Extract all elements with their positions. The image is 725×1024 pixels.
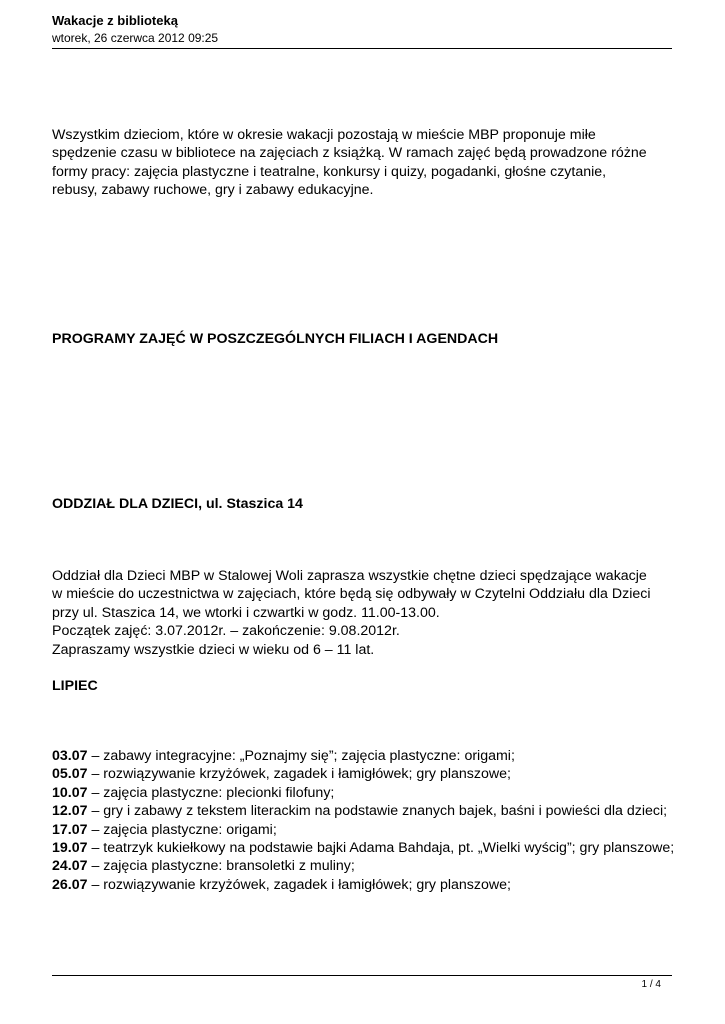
children-section-line: Zapraszamy wszystkie dzieci w wieku od 6 – 11 lat. (52, 641, 375, 658)
schedule-item (52, 821, 676, 839)
children-section-heading: ODDZIAŁ DLA DZIECI, ul. Staszica 14 (52, 496, 303, 512)
schedule-text: – zabawy integracyjne: „Poznajmy się”; zajęcia plastyczne: origami; (87, 748, 515, 764)
children-section-line: przy ul. Staszica 14, we wtorki i czwartki w godz. 11.00-13.00. (52, 604, 440, 621)
schedule-item (52, 784, 676, 802)
children-section-line: Oddział dla Dzieci MBP w Stalowej Woli zaprasza wszystkie chętne dzieci spędzające wakacje (52, 568, 647, 584)
schedule-list (52, 747, 676, 894)
schedule-text: – gry i zabawy z tekstem literackim na podstawie znanych bajek, baśni i powieści dla dzieci; (87, 803, 668, 820)
schedule-item (52, 839, 676, 857)
header-divider (52, 48, 672, 49)
schedule-item (52, 876, 676, 894)
programs-heading: PROGRAMY ZAJĘĆ W POSZCZEGÓLNYCH FILIACH I AGENDACH (52, 331, 499, 347)
footer-divider (52, 975, 672, 976)
schedule-text: – zajęcia plastyczne: plecionki filofuny; (87, 784, 335, 801)
document-title: Wakacje z biblioteką (52, 13, 178, 28)
schedule-date: 10.07 (52, 784, 88, 801)
schedule-text: – zajęcia plastyczne: bransoletki z muliny; (87, 858, 355, 875)
intro-line: spędzenie czasu w bibliotece na zajęciach z książką. W ramach zajęć będą prowadzone różne (52, 145, 647, 162)
schedule-item (52, 765, 676, 783)
children-section-line: w mieście do uczestnictwa w zajęciach, które będą się odbywały w Czytelni Oddziału dla Dzieci (52, 586, 651, 603)
schedule-text: – rozwiązywanie krzyżówek, zagadek i łamigłówek; gry planszowe; (87, 766, 511, 783)
schedule-date: 19.07 (52, 840, 88, 857)
schedule-item (52, 747, 676, 765)
schedule-date: 26.07 (52, 876, 88, 893)
schedule-text: – teatrzyk kukiełkowy na podstawie bajki Adama Bahdaja, pt. „Wielki wyścig”; gry planszowe; (87, 840, 675, 857)
schedule-text: – rozwiązywanie krzyżówek, zagadek i łamigłówek; gry planszowe; (87, 876, 511, 893)
schedule-item (52, 802, 676, 820)
schedule-text: – zajęcia plastyczne: origami; (87, 821, 277, 838)
children-section-line: Początek zajęć: 3.07.2012r. – zakończenie: 9.08.2012r. (52, 623, 400, 640)
intro-line: rebusy, zabawy ruchowe, gry i zabawy edukacyjne. (52, 182, 374, 199)
intro-line: formy pracy: zajęcia plastyczne i teatralne, konkursy i quizy, pogadanki, głośne czytanie, (52, 163, 607, 180)
schedule-date: 17.07 (52, 821, 88, 838)
intro-paragraph (52, 126, 676, 200)
children-section-paragraph (52, 567, 676, 659)
schedule-item (52, 857, 676, 875)
schedule-date: 03.07 (52, 748, 88, 764)
intro-line: Wszystkim dzieciom, które w okresie wakacji pozostają w mieście MBP proponuje miłe (52, 127, 596, 143)
schedule-date: 24.07 (52, 858, 88, 875)
document-date: wtorek, 26 czerwca 2012 09:25 (52, 31, 219, 45)
page-number: 1 / 4 (641, 979, 661, 990)
schedule-date: 05.07 (52, 766, 88, 783)
schedule-date: 12.07 (52, 803, 88, 820)
month-heading: LIPIEC (52, 678, 98, 694)
